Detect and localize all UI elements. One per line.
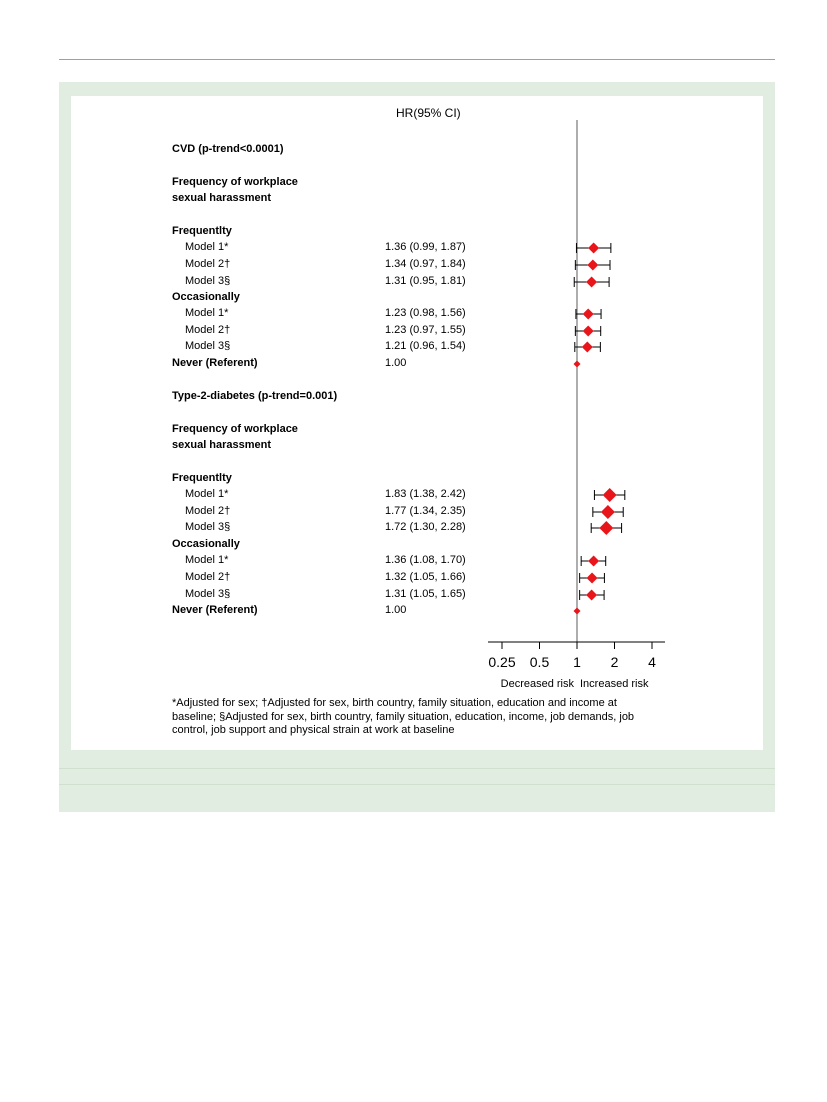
x-tick-label: 0.5 [529, 654, 550, 670]
row-label: Frequency of workplace [172, 176, 298, 188]
hr-ci-text: 1.34 (0.97, 1.84) [385, 258, 466, 270]
column-header-hr: HR(95% CI) [396, 106, 461, 120]
row-label: Model 3§ [185, 275, 231, 287]
row-label: Model 3§ [185, 521, 231, 533]
row-label: Model 2† [185, 571, 231, 583]
referent-point [574, 361, 581, 368]
row-label: Frequentlty [172, 225, 232, 237]
x-tick-label: 2 [610, 654, 619, 670]
row-label: Model 1* [185, 554, 229, 566]
hr-ci-text: 1.32 (1.05, 1.66) [385, 571, 466, 583]
row-label: Frequency of workplace [172, 423, 298, 435]
hr-point [603, 488, 617, 502]
footnote: *Adjusted for sex; †Adjusted for sex, birth country, family situation, education and income at baseline; §Adjusted for sex, birth country, family situation, education, income, job demands, job control, job support and physical strain at work at baseline [172, 697, 635, 736]
hr-ci-text: 1.00 [385, 604, 407, 616]
hr-point [583, 309, 594, 320]
hr-ci-text: 1.31 (0.95, 1.81) [385, 275, 466, 287]
row-label: CVD (p-trend<0.0001) [172, 143, 284, 155]
row-label: Type-2-diabetes (p-trend=0.001) [172, 390, 338, 402]
row-label: Never (Referent) [172, 604, 258, 616]
row-label: Model 1* [185, 307, 229, 319]
row-label: Occasionally [172, 291, 240, 303]
hr-ci-text: 1.21 (0.96, 1.54) [385, 340, 466, 352]
row-label: Never (Referent) [172, 357, 258, 369]
decreased-risk-label: Decreased risk [500, 678, 574, 690]
hr-ci-text: 1.36 (0.99, 1.87) [385, 241, 466, 253]
row-label: Model 2† [185, 258, 231, 270]
row-label: sexual harassment [172, 439, 272, 451]
hr-ci-text: 1.31 (1.05, 1.65) [385, 588, 466, 600]
hr-point [601, 505, 615, 519]
hr-point [586, 277, 597, 288]
hr-point [587, 573, 598, 584]
hr-ci-text: 1.77 (1.34, 2.35) [385, 505, 466, 517]
hr-point [586, 590, 597, 601]
row-label: Model 1* [185, 488, 229, 500]
row-label: Model 2† [185, 505, 231, 517]
x-tick-label: 1 [573, 654, 581, 670]
referent-point [574, 608, 581, 615]
hr-point [582, 342, 593, 353]
hr-ci-text: 1.83 (1.38, 2.42) [385, 488, 466, 500]
hr-ci-text: 1.36 (1.08, 1.70) [385, 554, 466, 566]
row-label: sexual harassment [172, 192, 272, 204]
row-label: Frequentlty [172, 472, 232, 484]
x-tick-label: 4 [648, 654, 656, 670]
increased-risk-label: Increased risk [580, 678, 649, 690]
row-label: Model 3§ [185, 340, 231, 352]
row-label: Model 3§ [185, 588, 231, 600]
hr-ci-text: 1.23 (0.98, 1.56) [385, 307, 466, 319]
row-label: Model 2† [185, 324, 231, 336]
row-label: Model 1* [185, 241, 229, 253]
hr-ci-text: 1.72 (1.30, 2.28) [385, 521, 466, 533]
row-label: Occasionally [172, 538, 240, 550]
hr-point [588, 556, 599, 567]
hr-ci-text: 1.23 (0.97, 1.55) [385, 324, 466, 336]
hr-point [583, 326, 594, 337]
x-tick-label: 0.25 [488, 654, 516, 670]
hr-ci-text: 1.00 [385, 357, 407, 369]
hr-point [588, 243, 599, 254]
hr-point [599, 521, 613, 535]
hr-point [587, 260, 598, 271]
